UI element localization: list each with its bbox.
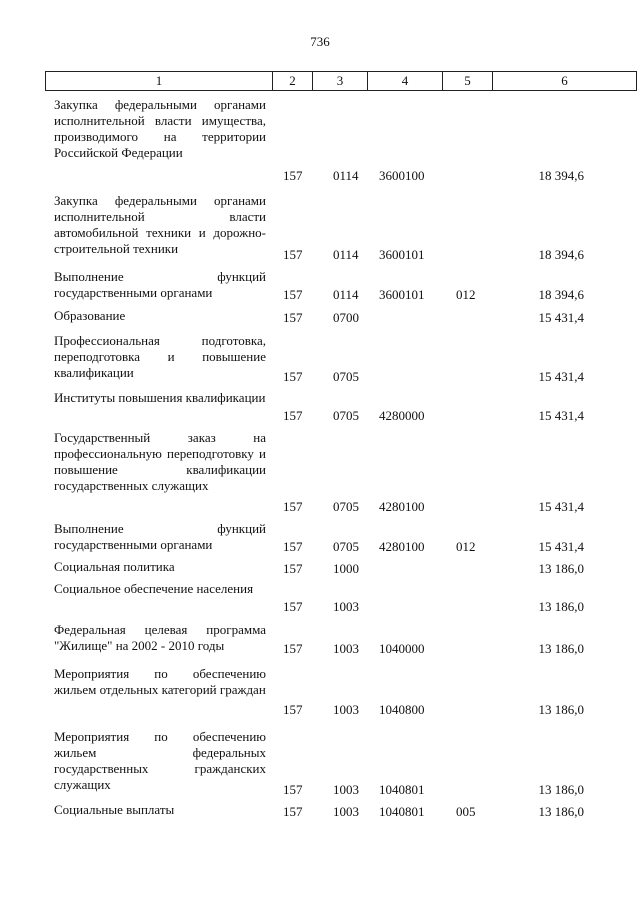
cell-col3: 0705 [333,499,359,514]
column-header-6: 6 [561,73,568,88]
cell-col6: 13 186,0 [538,641,584,656]
row-description: Мероприятия по обеспечению жильем федеральных государственных гражданских служащих [54,729,266,792]
column-header-2: 2 [273,72,313,90]
cell-col6: 15 431,4 [538,539,584,554]
cell-col6: 15 431,4 [538,408,584,423]
cell-col3: 1003 [333,641,359,656]
table-row [0,581,640,615]
cell-col2: 157 [283,499,303,514]
cell-col3: 0705 [333,408,359,423]
row-description: Социальные выплаты [54,802,175,817]
cell-col5: 012 [456,539,476,554]
cell-col2: 157 [283,561,303,576]
table-header [45,71,637,91]
table-row [0,729,640,798]
row-description: Государственный заказ на профессиональную переподготовку и повышение квалификации государственных служащих [54,430,266,493]
cell-col5: 005 [456,804,476,819]
cell-col5: 012 [456,287,476,302]
cell-col3: 0114 [333,247,359,262]
row-description: Социальная политика [54,559,175,574]
page-number: 736 [310,34,330,49]
column-header-4: 4 [368,72,443,90]
table-row [0,802,640,820]
table-row [0,269,640,303]
cell-col2: 157 [283,599,303,614]
cell-col4: 1040800 [379,702,425,717]
cell-col4: 1040000 [379,641,425,656]
cell-col6: 18 394,6 [538,247,584,262]
cell-col2: 157 [283,641,303,656]
column-header-5: 5 [443,72,493,90]
cell-col4: 3600100 [379,168,425,183]
cell-col4: 4280100 [379,539,425,554]
cell-col3: 0114 [333,168,359,183]
cell-col4: 1040801 [379,804,425,819]
cell-col3: 1003 [333,599,359,614]
table-row [0,430,640,515]
cell-col4: 4280000 [379,408,425,423]
cell-col2: 157 [283,369,303,384]
cell-col6: 15 431,4 [538,499,584,514]
row-description: Образование [54,308,126,323]
cell-col6: 13 186,0 [538,599,584,614]
cell-col2: 157 [283,247,303,262]
cell-col4: 1040801 [379,782,425,797]
table-row [0,308,640,326]
cell-col6: 13 186,0 [538,561,584,576]
cell-col2: 157 [283,702,303,717]
row-description: Профессиональная подготовка, переподготовка и повышение квалификации [54,333,266,380]
row-description: Выполнение функций государственными органами [54,521,266,552]
cell-col3: 1003 [333,702,359,717]
cell-col6: 15 431,4 [538,310,584,325]
cell-col3: 1000 [333,561,359,576]
row-description: Институты повышения квалификации [54,390,266,405]
cell-col4: 3600101 [379,247,425,262]
table-row [0,390,640,424]
row-description: Закупка федеральными органами исполнительной власти имущества, производимого на территории Российской Федерации [54,97,266,160]
cell-col6: 13 186,0 [538,782,584,797]
table-row [0,666,640,718]
cell-col4: 4280100 [379,499,425,514]
table-row [0,622,640,657]
cell-col2: 157 [283,310,303,325]
cell-col3: 0114 [333,287,359,302]
table-row [0,559,640,577]
table-row [0,521,640,555]
cell-col3: 0700 [333,310,359,325]
row-description: Мероприятия по обеспечению жильем отдельных категорий граждан [54,666,266,697]
column-header-1: 1 [46,72,273,90]
column-header-3: 3 [313,72,368,90]
table-row [0,333,640,385]
cell-col6: 18 394,6 [538,168,584,183]
cell-col2: 157 [283,539,303,554]
cell-col3: 0705 [333,369,359,384]
row-description: Закупка федеральными органами исполнительной власти автомобильной техники и дорожно-строительной техники [54,193,266,256]
row-description: Выполнение функций государственными органами [54,269,266,300]
cell-col3: 0705 [333,539,359,554]
table-row [0,97,640,184]
cell-col2: 157 [283,287,303,302]
cell-col2: 157 [283,782,303,797]
cell-col4: 3600101 [379,287,425,302]
row-description: Социальное обеспечение населения [54,581,254,596]
cell-col6: 15 431,4 [538,369,584,384]
cell-col3: 1003 [333,782,359,797]
cell-col6: 13 186,0 [538,804,584,819]
cell-col6: 13 186,0 [538,702,584,717]
cell-col2: 157 [283,804,303,819]
row-description: Федеральная целевая программа "Жилище" на 2002 - 2010 годы [54,622,266,653]
cell-col3: 1003 [333,804,359,819]
cell-col6: 18 394,6 [538,287,584,302]
table-row [0,193,640,263]
cell-col2: 157 [283,168,303,183]
cell-col2: 157 [283,408,303,423]
